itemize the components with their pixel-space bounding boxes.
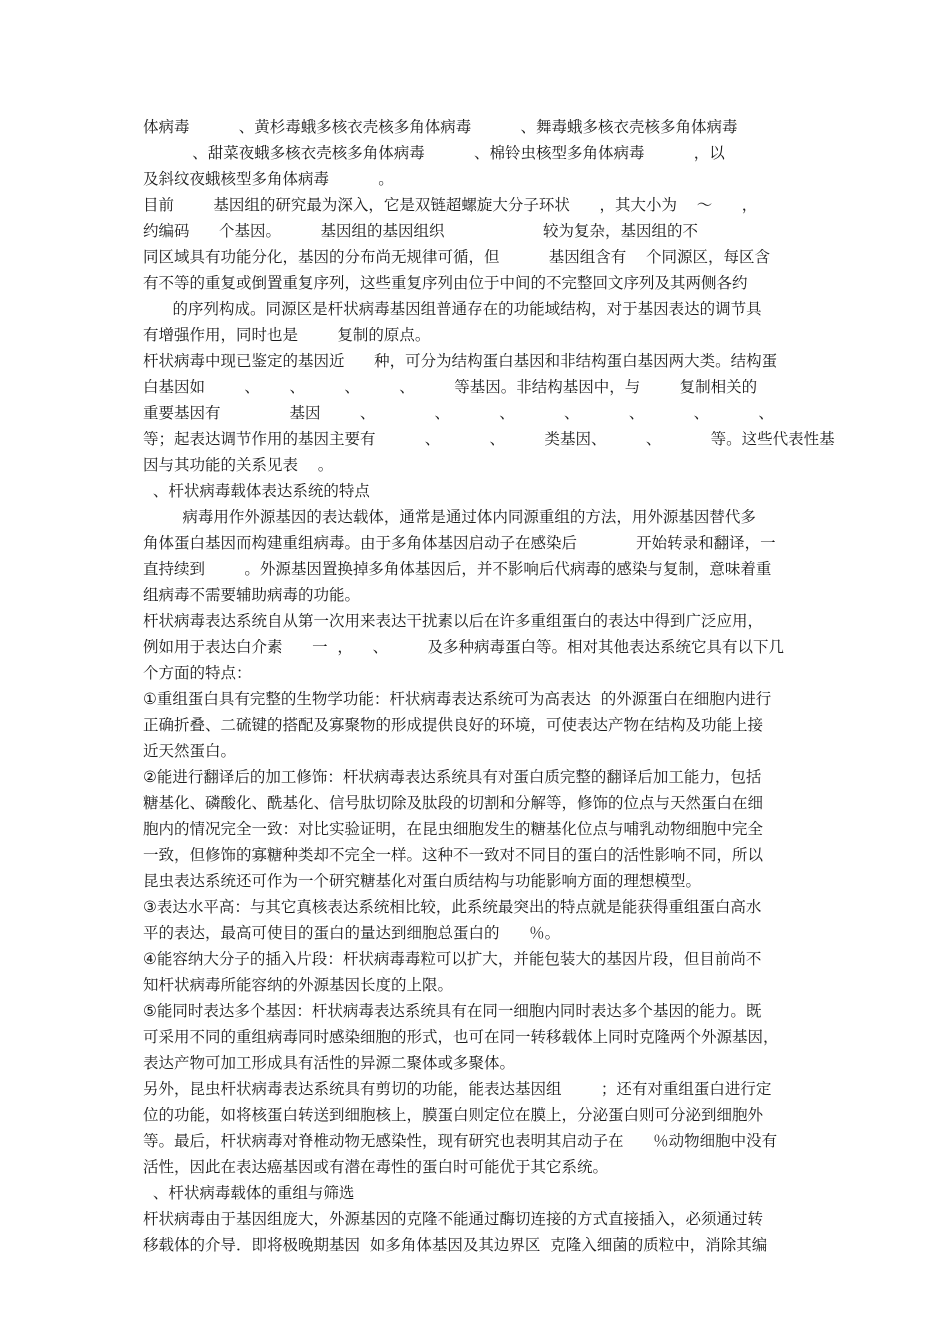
list-item: ⑤能同时表达多个基因：杆状病毒表达系统具有在同一细胞内同时表达多个基因的能力。既: [143, 1002, 762, 1020]
text-line: 另外，昆虫杆状病毒表达系统具有剪切的功能，能表达基因组 ；还有对重组蛋白进行定: [143, 1080, 772, 1098]
text-line: 组病毒不需要辅助病毒的功能。: [143, 586, 361, 604]
text-line: 知杆状病毒所能容纳的外源基因长度的上限。: [143, 976, 454, 994]
text-line: 约编码 个基因。 基因组的基因组织 较为复杂，基因组的不: [143, 222, 699, 240]
list-item: ③表达水平高：与其它真核表达系统相比较，此系统最突出的特点就是能获得重组蛋白高水: [143, 898, 762, 916]
list-item: ①重组蛋白具有完整的生物学功能：杆状病毒表达系统可为高表达 的外源蛋白在细胞内进行: [143, 690, 772, 708]
text-line: 因与其功能的关系见表 。: [143, 456, 334, 474]
text-line: 例如用于表达白介素 一 ， 、 及多种病毒蛋白等。相对其他表达系统它具有以下几: [143, 638, 785, 656]
text-line: 一致，但修饰的寡糖种类却不完全一样。这种不一致对不同目的蛋白的活性影响不同，所以: [143, 846, 764, 864]
text-line: 近天然蛋白。: [143, 742, 237, 760]
text-line: 病毒用作外源基因的表达载体，通常是通过体内同源重组的方法，用外源基因替代多: [143, 508, 756, 526]
text-line: 有不等的重复或倒置重复序列，这些重复序列由位于中间的不完整回文序列及其两侧各约: [143, 274, 748, 292]
text-line: 体病毒 、黄杉毒蛾多核衣壳核多角体病毒 、舞毒蛾多核衣壳核多角体病毒: [143, 118, 738, 136]
text-line: 同区域具有功能分化，基因的分布尚无规律可循，但 基因组含有 个同源区，每区含: [143, 248, 770, 266]
text-line: 直持续到 。外源基因置换掉多角体基因后，并不影响后代病毒的感染与复制，意味着重: [143, 560, 772, 578]
text-line: 移载体的介导．即将极晚期基因 如多角体基因及其边界区 克隆入细菌的质粒中，消除其编: [143, 1236, 768, 1254]
text-line: 杆状病毒由于基因组庞大，外源基因的克隆不能通过酶切连接的方式直接插入，必须通过转: [143, 1210, 764, 1228]
text-line: 、甜菜夜蛾多核衣壳核多角体病毒 、棉铃虫核型多角体病毒 ，以: [143, 144, 725, 162]
text-line: 等；起表达调节作用的基因主要有 、 、 类基因、 、 等。这些代表性基: [143, 430, 835, 448]
text-line: 重要基因有 基因 、 、 、 、 、 、 、: [143, 404, 774, 422]
list-item: ④能容纳大分子的插入片段：杆状病毒毒粒可以扩大，并能包装大的基因片段，但目前尚不: [143, 950, 762, 968]
text-line: 等。最后，杆状病毒对脊椎动物无感染性，现有研究也表明其启动子在 ％动物细胞中没有: [143, 1132, 778, 1150]
text-line: 个方面的特点：: [143, 664, 252, 682]
text-line: 活性，因此在表达癌基因或有潜在毒性的蛋白时可能优于其它系统。: [143, 1158, 609, 1176]
text-line: 昆虫表达系统还可作为一个研究糖基化对蛋白质结构与功能影响方面的理想模型。: [143, 872, 702, 890]
text-line: 白基因如 、 、 、 、 等基因。非结构基因中，与 复制相关的: [143, 378, 758, 396]
text-line: 胞内的情况完全一致：对比实验证明，在昆虫细胞发生的糖基化位点与哺乳动物细胞中完全: [143, 820, 764, 838]
text-line: 及斜纹夜蛾核型多角体病毒 。: [143, 170, 394, 188]
text-line: 糖基化、磷酸化、酰基化、信号肽切除及肽段的切割和分解等，修饰的位点与天然蛋白在细: [143, 794, 764, 812]
text-line: 平的表达，最高可使目的蛋白的量达到细胞总蛋白的 ％。: [143, 924, 561, 942]
list-item: ②能进行翻译后的加工修饰：杆状病毒表达系统具有对蛋白质完整的翻译后加工能力，包括: [143, 768, 762, 786]
text-line: 表达产物可加工形成具有活性的异源二聚体或多聚体。: [143, 1054, 516, 1072]
text-line: 目前 基因组的研究最为深入，它是双链超螺旋大分子环状 ，其大小为 ～ ，: [143, 196, 758, 214]
text-line: 可采用不同的重组病毒同时感染细胞的形式，也可在同一转移载体上同时克隆两个外源基因，: [143, 1028, 779, 1046]
text-line: 杆状病毒表达系统自从第一次用来表达干扰素以后在许多重组蛋白的表达中得到广泛应用，: [143, 612, 764, 630]
text-line: 有增强作用，同时也是 复制的原点。: [143, 326, 431, 344]
text-line: 的序列构成。同源区是杆状病毒基因组普通存在的功能域结构，对于基因表达的调节具: [143, 300, 762, 318]
text-line: 位的功能，如将核蛋白转送到细胞核上，膜蛋白则定位在膜上，分泌蛋白则可分泌到细胞外: [143, 1106, 764, 1124]
text-line: 角体蛋白基因而构建重组病毒。由于多角体基因启动子在感染后 开始转录和翻译，一: [143, 534, 776, 552]
section-heading: 、杆状病毒载体表达系统的特点: [143, 482, 370, 500]
section-heading: 、杆状病毒载体的重组与筛选: [143, 1184, 355, 1202]
text-line: 正确折叠、二硫键的搭配及寡聚物的形成提供良好的环境，可使表达产物在结构及功能上接: [143, 716, 764, 734]
text-line: 杆状病毒中现已鉴定的基因近 种，可分为结构蛋白基因和非结构蛋白基因两大类。结构蛋: [143, 352, 778, 370]
